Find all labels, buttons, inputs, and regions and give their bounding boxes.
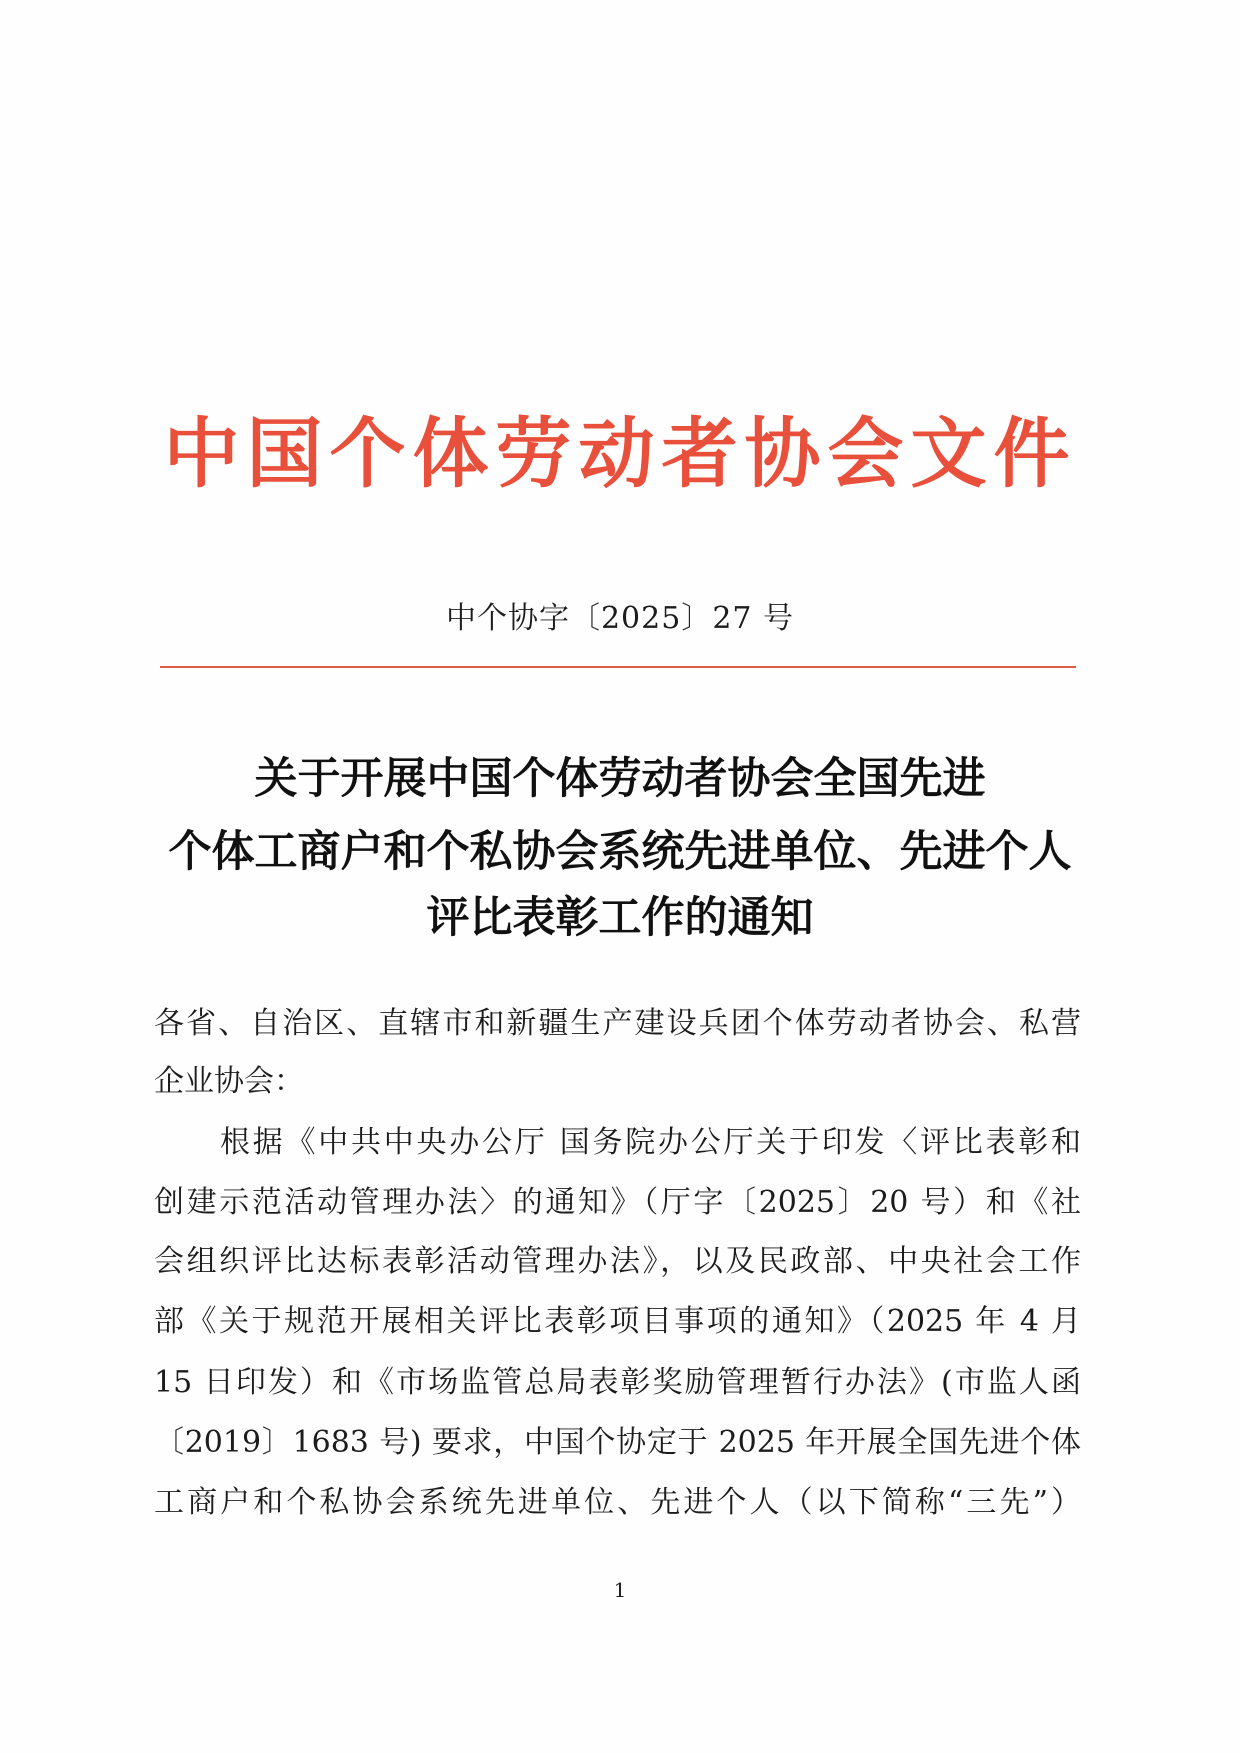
body-line: 创建示范活动管理办法〉的通知》（厅字〔2025〕20 号）和《社	[154, 1185, 1081, 1220]
body-line: 根据《中共中央办公厅 国务院办公厅关于印发〈评比表彰和	[220, 1125, 1081, 1160]
salutation-line: 各省、自治区、直辖市和新疆生产建设兵团个体劳动者协会、私营	[154, 1006, 1081, 1041]
masthead-title: 中国个体劳动者协会文件	[163, 409, 1077, 498]
page-number: 1	[613, 1578, 627, 1602]
body-line: 工商户和个私协会系统先进单位、先进个人（以下简称“三先”）	[154, 1485, 1081, 1520]
notice-title-line: 个体工商户和个私协会系统先进单位、先进个人	[168, 827, 1072, 877]
red-divider-line	[160, 666, 1076, 668]
notice-title-line: 关于开展中国个体劳动者协会全国先进	[254, 754, 986, 804]
document-number: 中个协字〔2025〕27 号	[445, 601, 795, 636]
salutation-line: 企业协会：	[154, 1064, 304, 1099]
body-line: 〔2019〕1683 号) 要求，中国个协定于 2025 年开展全国先进个体	[154, 1425, 1081, 1460]
body-line: 会组织评比达标表彰活动管理办法》，以及民政部、中央社会工作	[154, 1244, 1081, 1279]
body-line: 15 日印发）和《市场监管总局表彰奖励管理暂行办法》(市监人函	[154, 1365, 1081, 1400]
notice-title-line: 评比表彰工作的通知	[426, 893, 814, 943]
body-line: 部《关于规范开展相关评比表彰项目事项的通知》（2025 年 4 月	[154, 1304, 1081, 1339]
